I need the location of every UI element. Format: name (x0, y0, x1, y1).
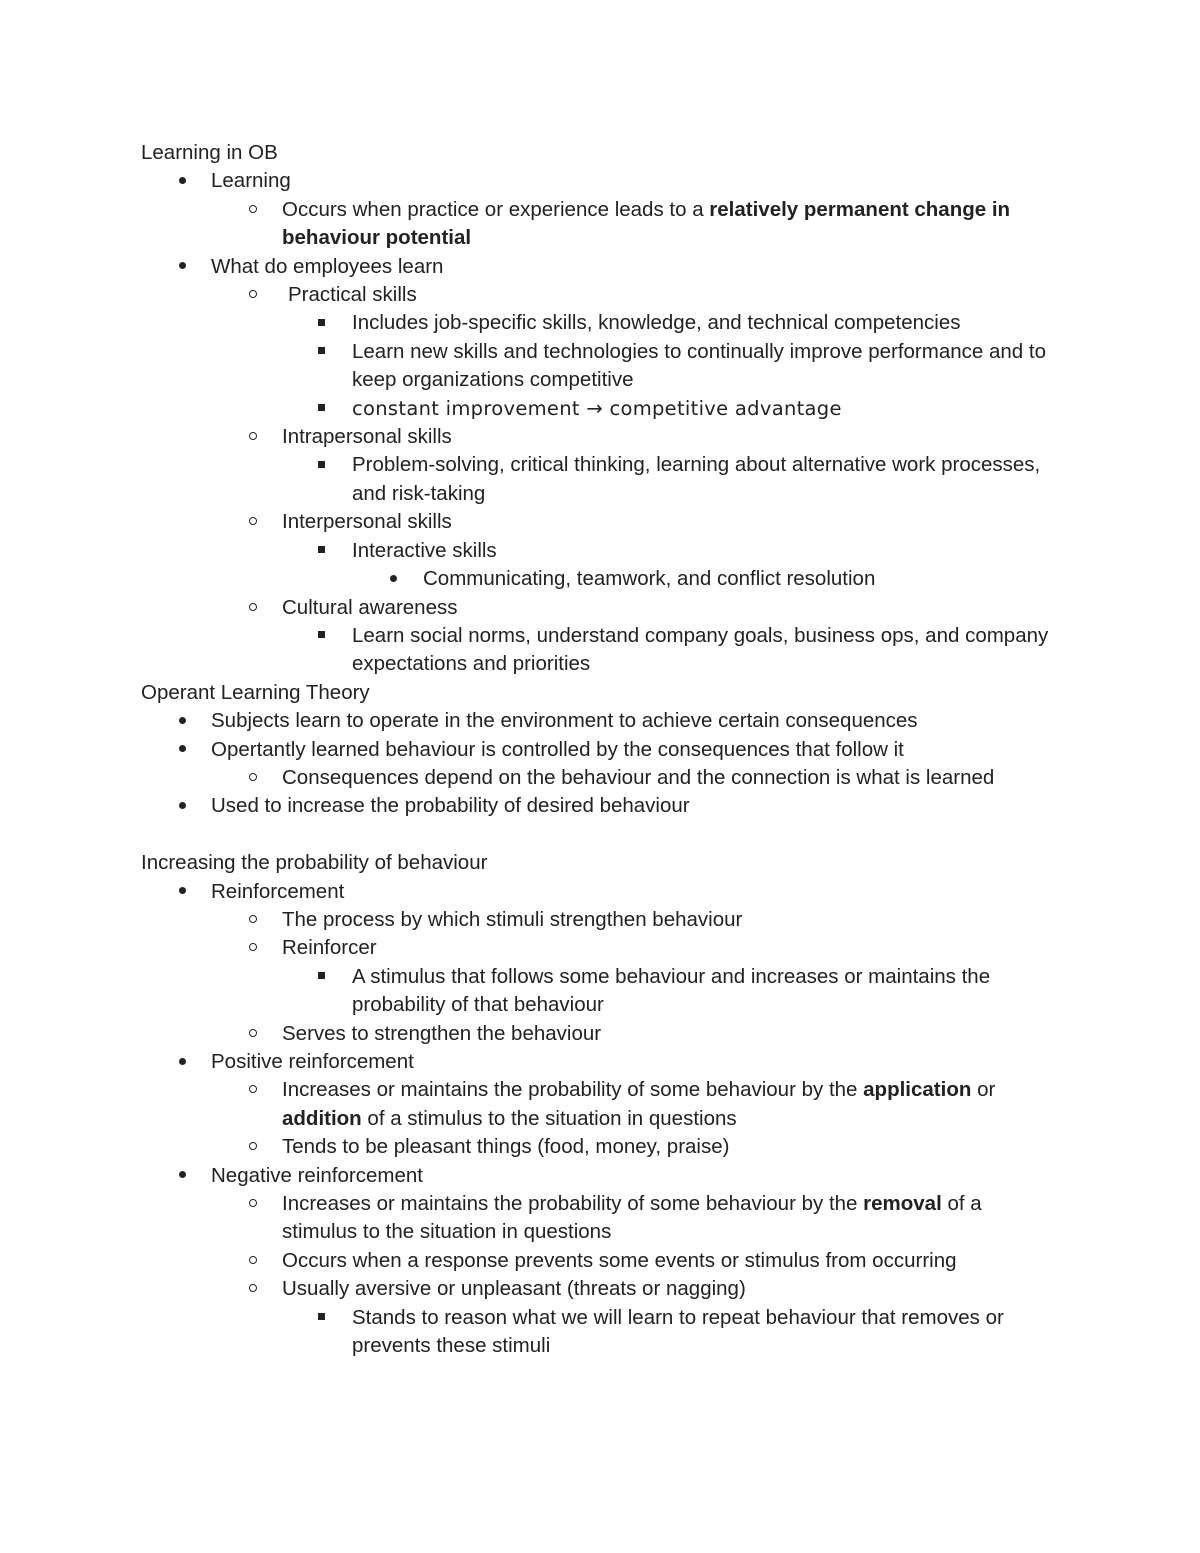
list-item: Problem-solving, critical thinking, learning about alternative work processes, and risk-taking (141, 451, 1061, 508)
square-bullet-icon (318, 395, 325, 423)
circle-bullet-icon (249, 1133, 257, 1161)
square-bullet-icon (318, 338, 325, 366)
list-item: Learning (141, 167, 1061, 195)
list-item: Practical skills (141, 281, 1061, 309)
circle-bullet-icon (249, 196, 257, 224)
list-item: Occurs when a response prevents some events or stimulus from occurring (141, 1247, 1061, 1275)
circle-bullet-icon (249, 906, 257, 934)
list-item: Learn new skills and technologies to continually improve performance and to keep organizations competitive (141, 338, 1061, 395)
square-bullet-icon (318, 309, 325, 337)
square-bullet-icon (318, 963, 325, 991)
bullet-icon (179, 167, 186, 195)
list-item: Communicating, teamwork, and conflict resolution (141, 565, 1061, 593)
section-heading: Increasing the probability of behaviour (141, 851, 488, 875)
circle-bullet-icon (249, 1020, 257, 1048)
bold-text: application (863, 1078, 972, 1102)
bold-text: addition (282, 1106, 362, 1130)
list-item: Usually aversive or unpleasant (threats or nagging) (141, 1275, 1061, 1303)
list-item: What do employees learn (141, 253, 1061, 281)
list-item: Stands to reason what we will learn to repeat behaviour that removes or prevents these stimuli (141, 1304, 1061, 1361)
list-item: Negative reinforcement (141, 1162, 1061, 1190)
circle-bullet-icon (249, 281, 257, 309)
list-item: Subjects learn to operate in the environment to achieve certain consequences (141, 707, 1061, 735)
list-item: Positive reinforcement (141, 1048, 1061, 1076)
bullet-icon (179, 253, 186, 281)
bullet-icon (179, 792, 186, 820)
bold-text: relatively permanent change in behaviour potential (282, 197, 1011, 250)
list-item: Opertantly learned behaviour is controlled by the consequences that follow it (141, 736, 1061, 764)
list-item: Serves to strengthen the behaviour (141, 1020, 1061, 1048)
list-item: Consequences depend on the behaviour and the connection is what is learned (141, 764, 1061, 792)
bullet-icon (179, 1048, 186, 1076)
list-item: Increases or maintains the probability of some behaviour by the removal of a stimulus to the situation in questions (141, 1190, 1061, 1247)
list-item: Tends to be pleasant things (food, money, praise) (141, 1133, 1061, 1161)
square-bullet-icon (318, 537, 325, 565)
circle-bullet-icon (249, 764, 257, 792)
blank-line (141, 821, 1061, 849)
square-bullet-icon (318, 622, 325, 650)
list-item: Interactive skills (141, 537, 1061, 565)
section-heading: Learning in OB (141, 141, 278, 164)
list-item: Reinforcement (141, 878, 1061, 906)
bold-text: removal (863, 1192, 942, 1216)
list-item: Intrapersonal skills (141, 423, 1061, 451)
bullet-icon (390, 565, 397, 593)
bullet-icon (179, 878, 186, 906)
list-item: Interpersonal skills (141, 508, 1061, 536)
notes-content (141, 139, 1061, 1360)
circle-bullet-icon (249, 1275, 257, 1303)
bullet-icon (179, 1162, 186, 1190)
circle-bullet-icon (249, 1247, 257, 1275)
list-item: Includes job-specific skills, knowledge, and technical competencies (141, 309, 1061, 337)
list-item: constant improvement → competitive advantage (141, 395, 1061, 423)
list-item: Learn social norms, understand company goals, business ops, and company expectations and priorities (141, 622, 1061, 679)
circle-bullet-icon (249, 934, 257, 962)
bullet-icon (179, 707, 186, 735)
square-bullet-icon (318, 1304, 325, 1332)
circle-bullet-icon (249, 1190, 257, 1218)
circle-bullet-icon (249, 1076, 257, 1104)
circle-bullet-icon (249, 423, 257, 451)
list-item: Cultural awareness (141, 594, 1061, 622)
list-item: The process by which stimuli strengthen behaviour (141, 906, 1061, 934)
section-heading: Operant Learning Theory (141, 680, 370, 704)
list-item: Occurs when practice or experience leads to a relatively permanent change in behaviour potential (141, 196, 1061, 253)
list-item: Used to increase the probability of desired behaviour (141, 792, 1061, 820)
square-bullet-icon (318, 451, 325, 479)
bullet-icon (179, 736, 186, 764)
list-item: Increases or maintains the probability of some behaviour by the application or addition of a stimulus to the situation in questions (141, 1076, 1061, 1133)
list-item: Reinforcer (141, 934, 1061, 962)
list-item: A stimulus that follows some behaviour and increases or maintains the probability of that behaviour (141, 963, 1061, 1020)
circle-bullet-icon (249, 508, 257, 536)
circle-bullet-icon (249, 594, 257, 622)
